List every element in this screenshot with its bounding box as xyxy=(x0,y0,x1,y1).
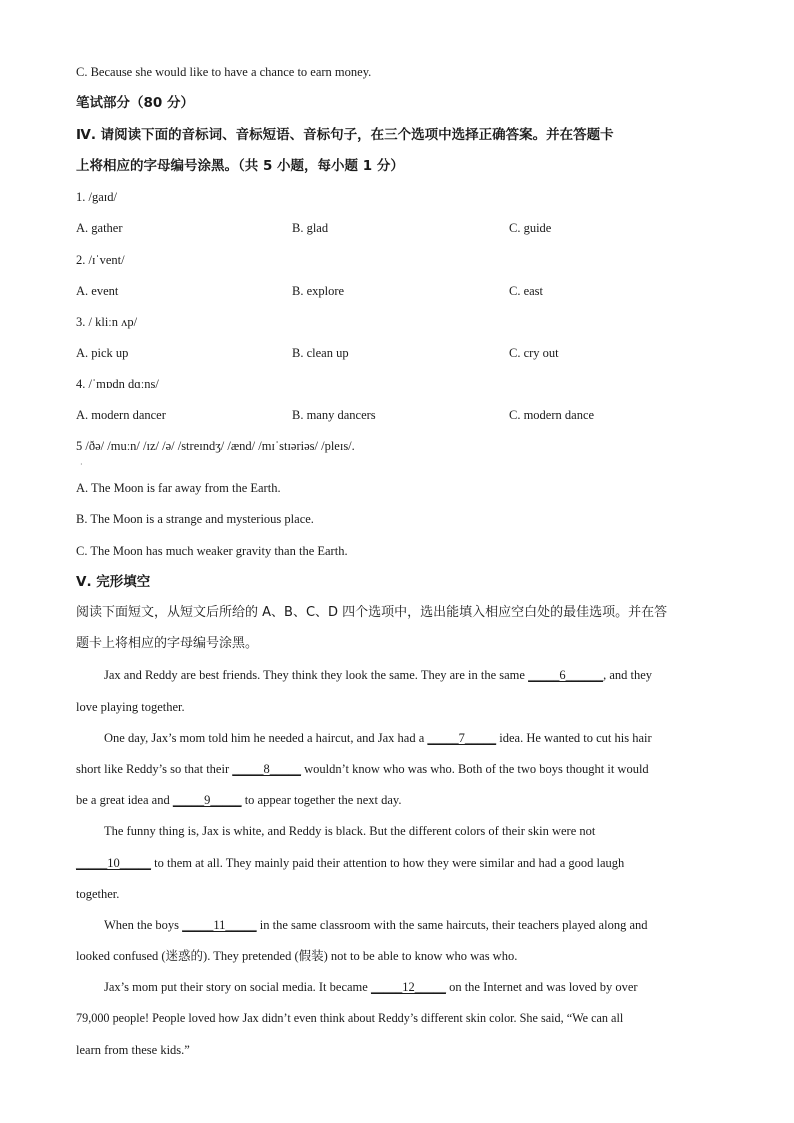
question-5-stem: 5 /ðə/ /muːn/ /ɪz/ /ə/ /streɪndʒ/ /ænd/ /mɪˈstɪəriəs/ /pleɪs/. xyxy=(76,439,355,453)
question-4-stem: 4. /ˈmɒdn dɑːns/ xyxy=(76,377,159,391)
question-5-option-b: B. The Moon is a strange and mysterious place. xyxy=(76,512,314,526)
passage-text: be a great idea and xyxy=(76,793,173,807)
passage-text: Jax and Reddy are best friends. They think they look the same. They are in the same xyxy=(104,668,529,682)
blank-9: _____9_____ xyxy=(172,793,242,807)
question-2-option-b: B. explore xyxy=(292,284,345,298)
blank-8: _____8_____ xyxy=(232,762,301,776)
passage-line: 79,000 people! People loved how Jax didn’t even think about Reddy’s different skin color. She said, “We can all xyxy=(76,1011,624,1025)
blank-11: _____11_____ xyxy=(182,918,257,932)
passage-line xyxy=(76,761,649,777)
question-3-option-b: B. clean up xyxy=(292,346,349,360)
question-1-stem: 1. /gaɪd/ xyxy=(76,190,117,204)
passage-line: The funny thing is, Jax is white, and Reddy is black. But the different colors of their skin were not xyxy=(104,824,596,838)
passage-text: One day, Jax’s mom told him he needed a haircut, and Jax had a xyxy=(104,731,428,745)
section5-title: Ⅴ. 完形填空 xyxy=(76,574,151,590)
passage-line xyxy=(104,730,652,746)
passage-line xyxy=(104,979,638,995)
question-4-option-a: A. modern dancer xyxy=(76,408,166,422)
passage-text: idea. He wanted to cut his hair xyxy=(496,731,652,745)
passage-text: in the same classroom with the same haircuts, their teachers played along and xyxy=(256,918,648,932)
section4-instruction-line2: 上将相应的字母编号涂黑。（共 5 小题，每小题 1 分） xyxy=(76,158,404,174)
question-2-option-a: A. event xyxy=(76,284,119,298)
blank-12: _____12_____ xyxy=(370,980,446,994)
prev-option-c: C. Because she would like to have a chance to earn money. xyxy=(76,65,372,79)
passage-text: When the boys xyxy=(104,918,183,932)
stray-dot: · xyxy=(80,460,83,469)
passage-line xyxy=(104,667,652,683)
question-3-stem: 3. / kliːn ʌp/ xyxy=(76,315,138,329)
passage-text: short like Reddy’s so that their xyxy=(76,762,233,776)
section5-instruction-line1: 阅读下面短文，从短文后所给的 A、B、C、D 四个选项中，选出能填入相应空白处的最佳选项。并在答 xyxy=(76,605,668,620)
passage-line: love playing together. xyxy=(76,700,185,714)
question-1-option-b: B. glad xyxy=(292,221,329,235)
passage-text: Jax’s mom put their story on social media. It became xyxy=(104,980,371,994)
passage-text: to them at all. They mainly paid their attention to how they were similar and had a good laugh xyxy=(151,856,625,870)
passage-text: to appear together the next day. xyxy=(241,793,402,807)
question-1-option-a: A. gather xyxy=(76,221,123,235)
passage-text: on the Internet and was loved by over xyxy=(445,980,638,994)
passage-text: wouldn’t know who was who. Both of the two boys thought it would xyxy=(300,762,649,776)
passage-line xyxy=(104,917,648,933)
question-1-option-c: C. guide xyxy=(509,221,552,235)
passage-line xyxy=(76,855,624,871)
blank-7: _____7_____ xyxy=(427,731,497,745)
passage-line xyxy=(76,792,401,808)
section5-instruction-line2: 题卡上将相应的字母编号涂黑。 xyxy=(76,636,259,651)
passage-line: together. xyxy=(76,887,120,901)
blank-6: _____6______ xyxy=(528,668,604,682)
passage-line: learn from these kids.” xyxy=(76,1043,190,1057)
question-3-option-c: C. cry out xyxy=(509,346,559,360)
passage-line: looked confused (迷惑的). They pretended (假装) not to be able to know who was who. xyxy=(76,949,518,963)
question-2-option-c: C. east xyxy=(509,284,544,298)
passage-text: , and they xyxy=(603,668,653,682)
question-4-option-c: C. modern dance xyxy=(509,408,595,422)
question-3-option-a: A. pick up xyxy=(76,346,129,360)
question-4-option-b: B. many dancers xyxy=(292,408,376,422)
written-part-heading: 笔试部分（80 分） xyxy=(76,95,194,111)
question-5-option-a: A. The Moon is far away from the Earth. xyxy=(76,481,281,495)
question-5-option-c: C. The Moon has much weaker gravity than the Earth. xyxy=(76,544,348,558)
blank-10: _____10_____ xyxy=(76,856,151,870)
section4-instruction-line1: Ⅳ. 请阅读下面的音标词、音标短语、音标句子，在三个选项中选择正确答案。并在答题卡 xyxy=(76,127,614,143)
question-2-stem: 2. /ɪˈvent/ xyxy=(76,253,125,267)
